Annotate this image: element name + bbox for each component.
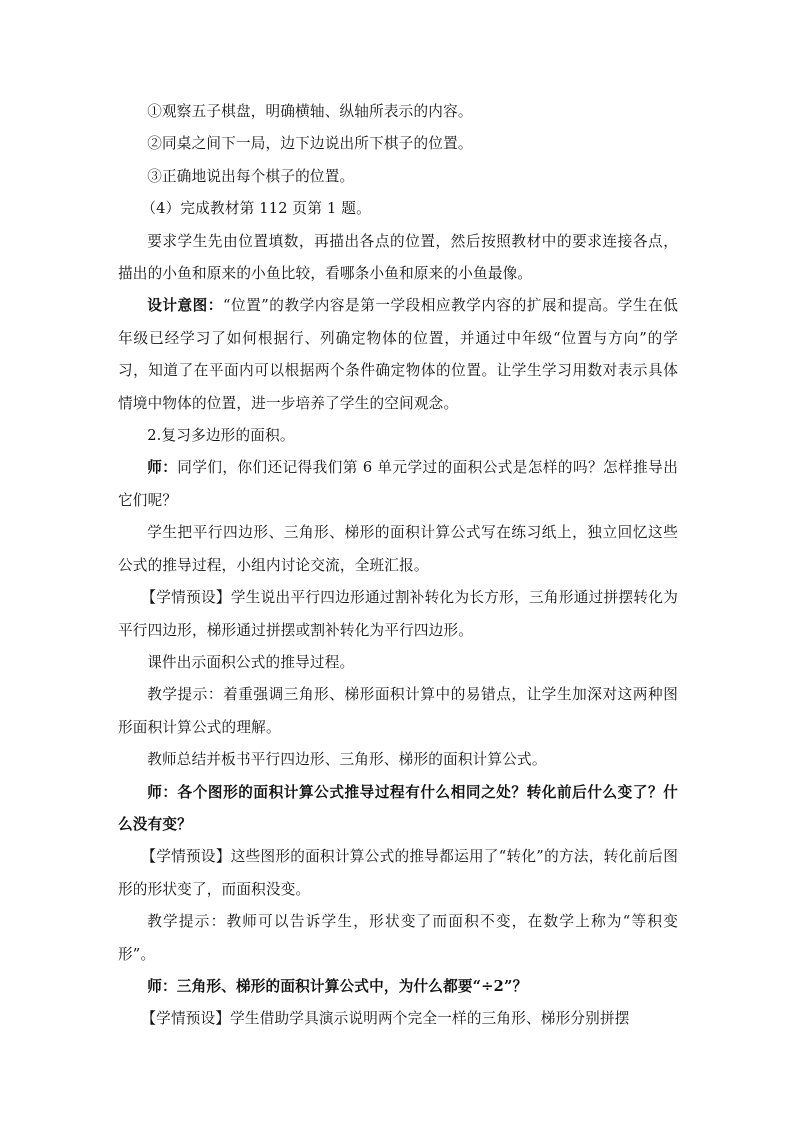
teaching-tip-2: 教学提示：教师可以告诉学生，形状变了而面积不变，在数学上称为“等积变形”。	[118, 913, 678, 963]
paragraph-13: 教师总结并板书平行四边形、三角形、梯形的面积计算公式。	[147, 751, 547, 769]
paragraph-2: ②同桌之间下一局，边下边说出所下棋子的位置。	[147, 135, 473, 153]
teacher-question-1: 师：同学们，你们还记得我们第 6 单元学过的面积公式是怎样的吗？怎样推导出它们呢？	[118, 459, 678, 509]
student-preset-3: 【学情预设】学生借助学具演示说明两个完全一样的三角形、梯形分别拼摆	[141, 1010, 630, 1028]
paragraph-1: ①观察五子棋盘，明确横轴、纵轴所表示的内容。	[147, 103, 473, 120]
paragraph-5: 要求学生先由位置填数，再描出各点的位置，然后按照教材中的要求连接各点，描出的小鱼和原来的小鱼比较，看哪条小鱼和原来的小鱼最像。	[118, 232, 678, 283]
teacher-label: 师：	[147, 459, 178, 477]
design-intent-paragraph: 设计意图：“位置”的教学内容是第一学段相应教学内容的扩展和提高。学生在低年级已经学习了如何根据行、列确定物体的位置，并通过中年级“位置与方向”的学习，知道了在平面内可以根据两个条件确定物体的位置。让学生学习用数对表示具体情境中物体的位置，进一步培养了学生的空间观念。	[118, 297, 678, 412]
student-preset-1: 【学情预设】学生说出平行四边形通过割补转化为长方形，三角形通过拼摆转化为平行四边形，梯形通过拼摆或割补转化为平行四边形。	[118, 589, 678, 639]
paragraph-11: 课件出示面积公式的推导过程。	[147, 653, 355, 671]
section-heading: 2.复习多边形的面积。	[147, 427, 295, 445]
teacher-label: 师：	[147, 783, 178, 801]
student-preset-2: 【学情预设】这些图形的面积计算公式的推导都运用了“转化”的方法，转化前后图形的形状变了，而面积没变。	[118, 848, 678, 898]
teaching-tip-1: 教学提示：着重强调三角形、梯形面积计算中的易错点，让学生加深对这两种图形面积计算公式的理解。	[118, 686, 678, 736]
paragraph-9: 学生把平行四边形、三角形、梯形的面积计算公式写在练习纸上，独立回忆这些公式的推导过程，小组内讨论交流，全班汇报。	[118, 524, 678, 574]
design-intent-label: 设计意图：	[147, 297, 223, 315]
document-body	[118, 96, 678, 1036]
teacher-question-3: 师：三角形、梯形的面积计算公式中，为什么都要“÷2”？	[147, 977, 528, 995]
teacher-question-2: 师：各个图形的面积计算公式推导过程有什么相同之处？转化前后什么变了？什么没有变？	[118, 783, 678, 833]
teacher-label: 师：	[147, 977, 177, 995]
paragraph-3: ③正确地说出每个棋子的位置。	[147, 167, 355, 185]
paragraph-4: （4）完成教材第 112 页第 1 题。	[141, 200, 371, 218]
